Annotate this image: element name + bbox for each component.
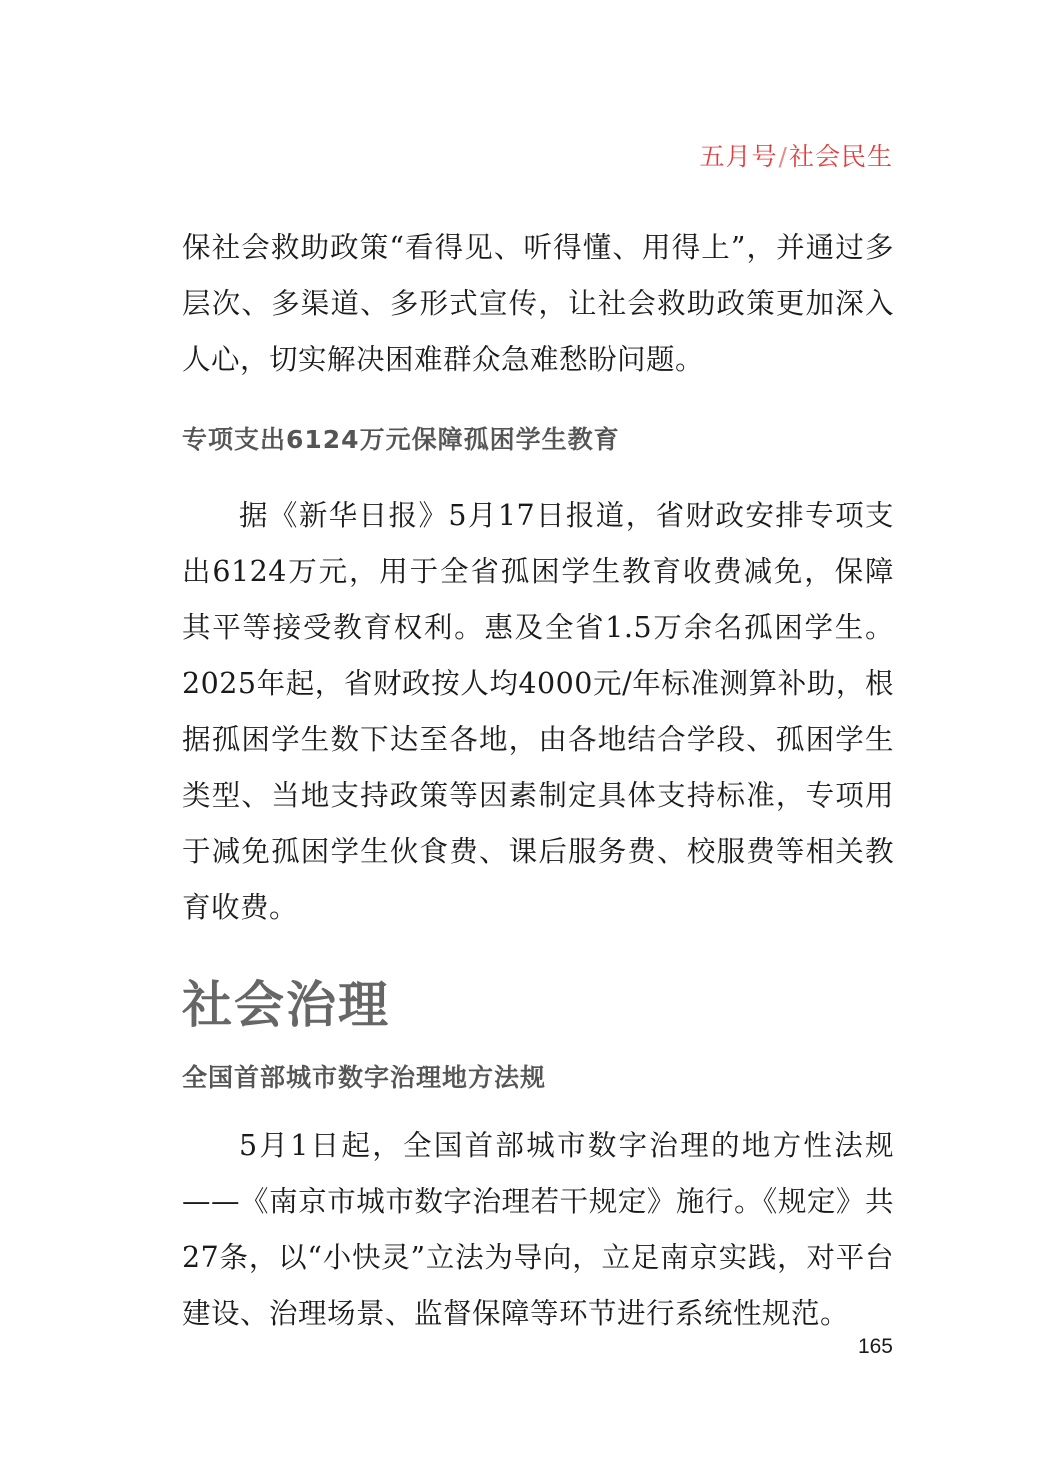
article1-body: 据《新华日报》5月17日报道，省财政安排专项支出6124万元，用于全省孤困学生教育收费减免，保障其平等接受教育权利。惠及全省1.5万余名孤困学生。2025年起，省财政按人均4000元/年标准测算补助，根据孤困学生数下达至各地，由各地结合学段、孤困学生类型、当地支持政策等因素制定具体支持标准，专项用于减免孤困学生伙食费、课后服务费、校服费等相关教育收费。 xyxy=(182,499,894,924)
intro-paragraph: 保社会救助政策“看得见、听得懂、用得上”，并通过多层次、多渠道、多形式宣传，让社会救助政策更加深入人心，切实解决困难群众急难愁盼问题。 xyxy=(182,231,894,376)
header-separator: / xyxy=(778,142,788,171)
article1-heading: 专项支出6124万元保障孤困学生教育 xyxy=(182,425,620,454)
article2-heading: 全国首部城市数字治理地方法规 xyxy=(182,1063,547,1092)
article2-body: 5月1日起，全国首部城市数字治理的地方性法规——《南京市城市数字治理若干规定》施行。《规定》共27条，以“小快灵”立法为导向，立足南京实践，对平台建设、治理场景、监督保障等环节进行系统性规范。 xyxy=(182,1129,894,1330)
article-content xyxy=(182,220,894,1342)
issue-label: 五月号 xyxy=(699,142,778,171)
section-label: 社会民生 xyxy=(788,142,893,171)
page-number: 165 xyxy=(857,1335,893,1358)
running-header xyxy=(700,137,893,173)
section-title: 社会治理 xyxy=(182,976,390,1034)
